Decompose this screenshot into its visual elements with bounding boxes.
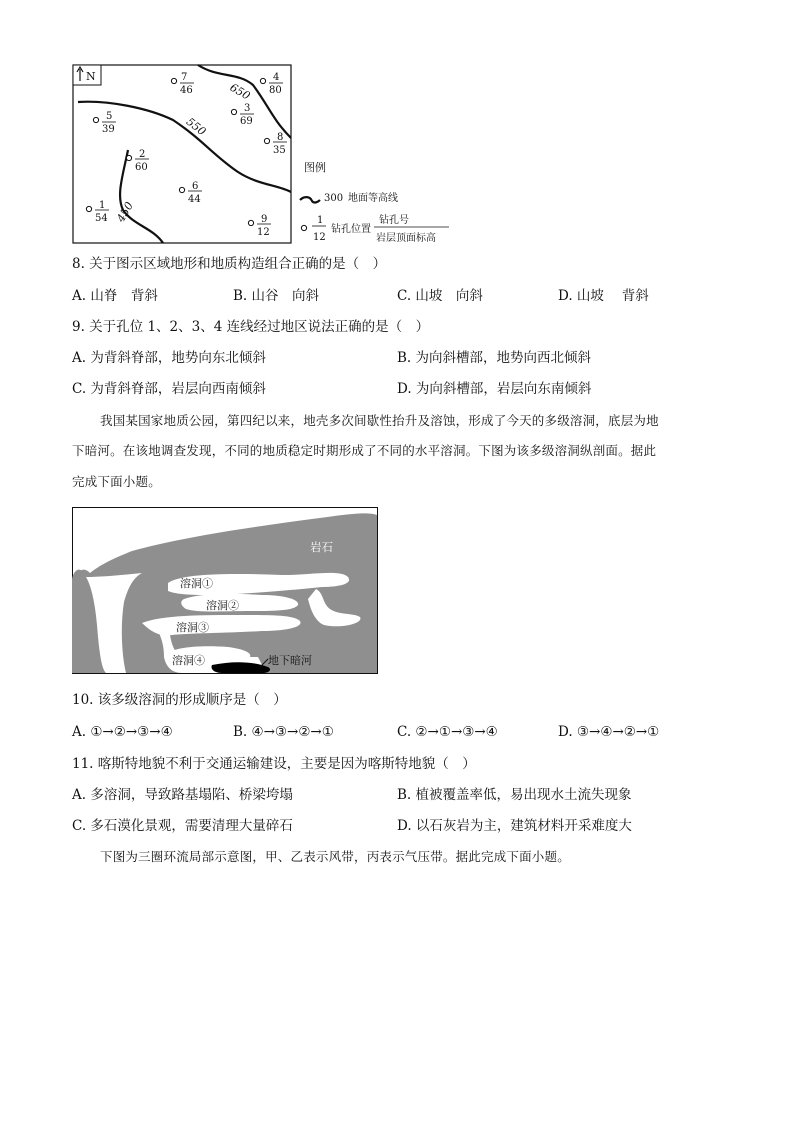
svg-text:69: 69 <box>240 116 253 127</box>
label-underground-river: 地下暗河 <box>268 654 312 667</box>
q11-option-a[interactable]: A. 多溶洞，导致路基塌陷、桥梁垮塌 <box>72 787 293 803</box>
q8-option-d[interactable]: D. 山坡 背斜 <box>558 288 649 304</box>
q10-option-c[interactable]: C. ②→①→③→④ <box>397 724 498 740</box>
karst-cave-profile <box>72 507 380 677</box>
label-cave-1: 溶洞① <box>180 577 213 590</box>
label-cave-4: 溶洞④ <box>172 654 205 667</box>
legend-frac-top: 钻孔号 <box>379 215 409 226</box>
svg-text:12: 12 <box>257 227 270 238</box>
q9-option-c[interactable]: C. 为背斜脊部，岩层向西南倾斜 <box>72 381 266 397</box>
contour-label-450: 450 <box>114 199 137 225</box>
well-2 <box>126 149 149 173</box>
svg-text:39: 39 <box>102 124 115 135</box>
legend-contour-text: 地面等高线 <box>348 193 398 204</box>
legend-title: 图例 <box>304 161 326 174</box>
borehole-contour-map <box>68 60 458 250</box>
well-1 <box>86 200 109 224</box>
passage-1-line-1: 我国某国家地质公园，第四纪以来，地壳多次间歇性抬升及溶蚀，形成了今天的多级溶洞，底层为地 <box>100 413 659 428</box>
question-8-stem: 8. 关于图示区域地形和地质构造组合正确的是（ ） <box>72 256 387 272</box>
well-5 <box>93 111 116 135</box>
svg-text:8: 8 <box>277 132 284 143</box>
question-9-stem: 9. 关于孔位 1、2、3、4 连线经过地区说法正确的是（ ） <box>72 319 430 335</box>
well-8 <box>264 132 287 156</box>
passage-1-line-2: 下暗河。在该地调查发现，不同的地质稳定时期形成了不同的水平溶洞。下图为该多级溶洞纵剖面。据此 <box>72 443 657 458</box>
q9-option-d[interactable]: D. 为向斜槽部，岩层向东南倾斜 <box>397 381 592 397</box>
svg-text:7: 7 <box>181 72 188 83</box>
svg-text:3: 3 <box>244 103 251 114</box>
well-9 <box>248 214 271 238</box>
legend-well-text: 钻孔位置 <box>331 224 371 235</box>
cave-2-shape <box>181 594 298 612</box>
svg-text:5: 5 <box>106 111 113 122</box>
q10-option-a[interactable]: A. ①→②→③→④ <box>72 724 173 740</box>
q11-option-c[interactable]: C. 多石漠化景观，需要清理大量碎石 <box>72 818 293 834</box>
svg-text:46: 46 <box>180 85 193 96</box>
legend-contour-value: 300 <box>324 193 344 204</box>
q8-option-b[interactable]: B. 山谷 向斜 <box>233 288 320 304</box>
svg-text:54: 54 <box>95 213 108 224</box>
contour-label-550: 550 <box>183 115 209 139</box>
question-11-stem: 11. 喀斯特地貌不利于交通运输建设，主要是因为喀斯特地貌（ ） <box>72 756 476 772</box>
label-cave-3: 溶洞③ <box>176 621 209 634</box>
legend-sample-num: 1 <box>317 215 324 226</box>
q10-option-d[interactable]: D. ③→④→②→① <box>558 724 660 740</box>
question-10-stem: 10. 该多级溶洞的形成顺序是（ ） <box>72 692 287 708</box>
label-rock: 岩石 <box>310 540 333 554</box>
q10-option-b[interactable]: B. ④→③→②→① <box>233 724 334 740</box>
well-3 <box>231 103 254 127</box>
svg-text:6: 6 <box>192 181 199 192</box>
map-legend <box>300 160 449 244</box>
q9-option-a[interactable]: A. 为背斜脊部，地势向东北倾斜 <box>72 350 266 366</box>
q8-option-a[interactable]: A. 山脊 背斜 <box>72 288 158 304</box>
q8-option-c[interactable]: C. 山坡 向斜 <box>397 288 483 304</box>
label-cave-2: 溶洞② <box>206 599 239 612</box>
svg-text:35: 35 <box>273 145 286 156</box>
legend-frac-bottom: 岩层顶面标高 <box>376 233 436 244</box>
passage-1-line-3: 完成下面小题。 <box>72 474 161 489</box>
svg-text:44: 44 <box>188 194 201 205</box>
passage-2: 下图为三圈环流局部示意图，甲、乙表示风带，丙表示气压带。据此完成下面小题。 <box>100 849 570 864</box>
legend-sample-elev: 12 <box>313 232 326 243</box>
svg-text:2: 2 <box>139 149 146 160</box>
q9-option-b[interactable]: B. 为向斜槽部，地势向西北倾斜 <box>397 350 592 366</box>
svg-text:4: 4 <box>273 72 280 83</box>
contour-label-650: 650 <box>227 80 253 103</box>
well-7 <box>171 72 194 96</box>
q11-option-b[interactable]: B. 植被覆盖率低，易出现水土流失现象 <box>397 787 632 803</box>
q11-option-d[interactable]: D. 以石灰岩为主，建筑材料开采难度大 <box>397 818 632 834</box>
svg-text:80: 80 <box>269 85 282 96</box>
north-label: N <box>86 70 96 83</box>
svg-text:1: 1 <box>99 200 106 211</box>
svg-text:9: 9 <box>261 214 268 225</box>
svg-text:60: 60 <box>135 162 148 173</box>
well-4 <box>260 72 283 96</box>
well-6 <box>179 181 202 205</box>
